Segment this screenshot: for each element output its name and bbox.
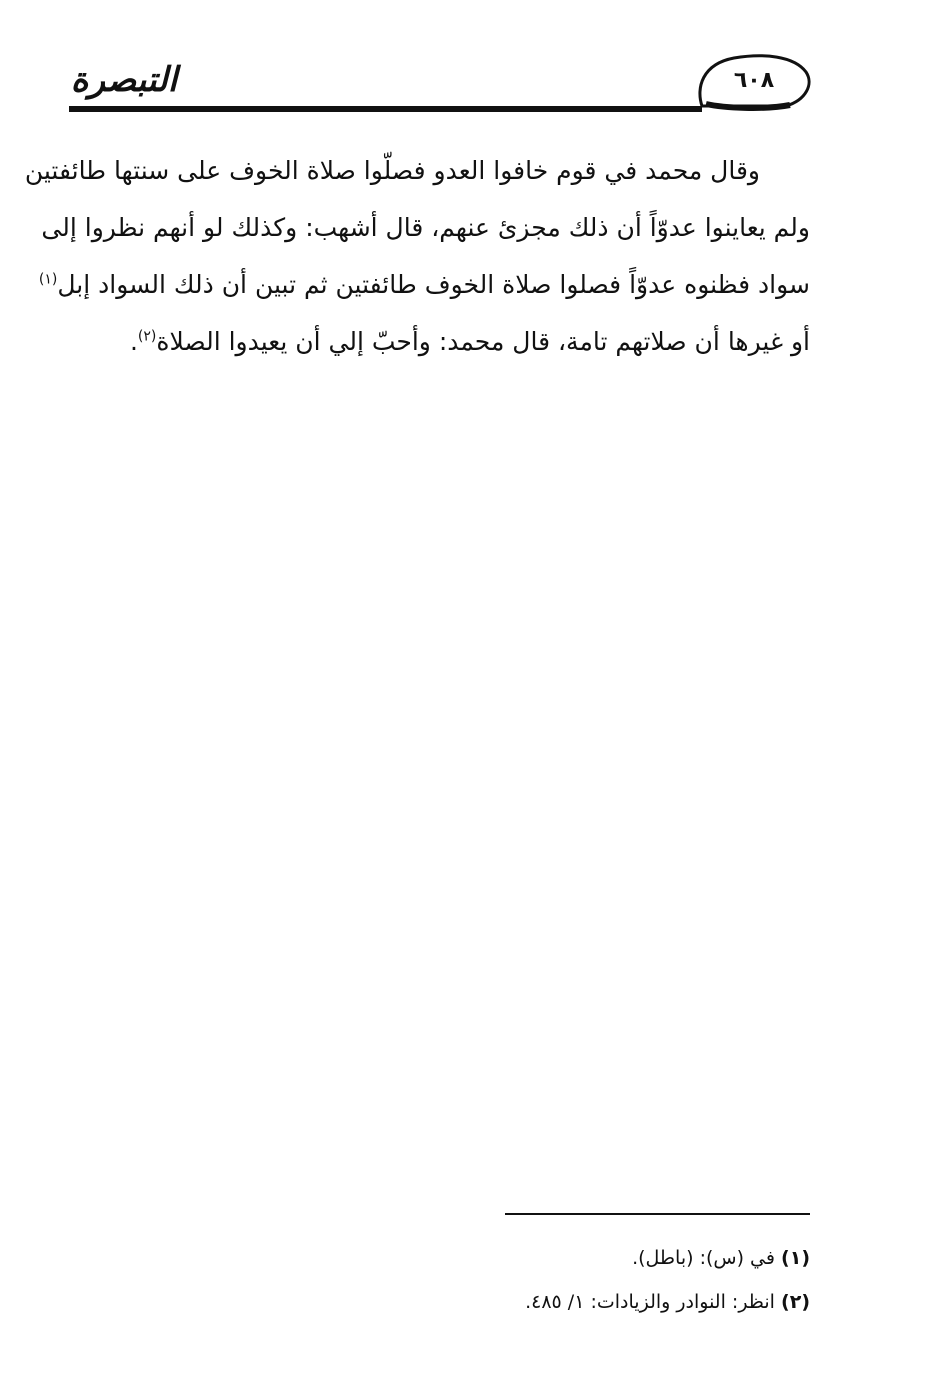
main-text	[24, 142, 810, 370]
footnote-2	[420, 1280, 810, 1324]
footnote-ref-1[interactable]: (١)	[38, 271, 58, 288]
text-line-4-content: أو غيرها أن صلاتهم تامة، قال محمد: وأحبّ إلي أن يعيدوا الصلاة	[156, 327, 810, 356]
text-line-1-content: وقال محمد في قوم خافوا العدو فصلّوا صلاة الخوف على سنتها طائفتين	[24, 156, 760, 185]
text-line-3	[38, 256, 810, 313]
footnote-separator	[505, 1213, 810, 1215]
footnote-number: (٢)	[781, 1291, 810, 1313]
footnote-text: انظر: النوادر والزيادات: ١/ ٤٨٥.	[525, 1291, 775, 1313]
end-period: .	[129, 327, 138, 356]
book-title: التبصرة	[70, 60, 178, 100]
footnotes	[420, 1236, 810, 1324]
footnote-1	[420, 1236, 810, 1280]
page-number: ٦٠٨	[733, 68, 775, 93]
text-line-1	[24, 142, 810, 199]
text-line-4	[66, 313, 810, 370]
text-line-2-content: ولم يعاينوا عدوّاً أن ذلك مجزئ عنهم، قال أشهب: وكذلك لو أنهم نظروا إلى	[41, 213, 810, 242]
text-line-2	[41, 199, 810, 256]
footnote-ref-2[interactable]: (٢)	[137, 328, 157, 345]
footnote-number: (١)	[781, 1247, 810, 1269]
running-header	[64, 50, 814, 120]
text-line-3-content: سواد فظنوه عدوّاً فصلوا صلاة الخوف طائفتين ثم تبين أن ذلك السواد إبل	[57, 270, 810, 299]
footnote-text: في (س): (باطل).	[632, 1247, 775, 1269]
header-rule	[69, 106, 702, 112]
